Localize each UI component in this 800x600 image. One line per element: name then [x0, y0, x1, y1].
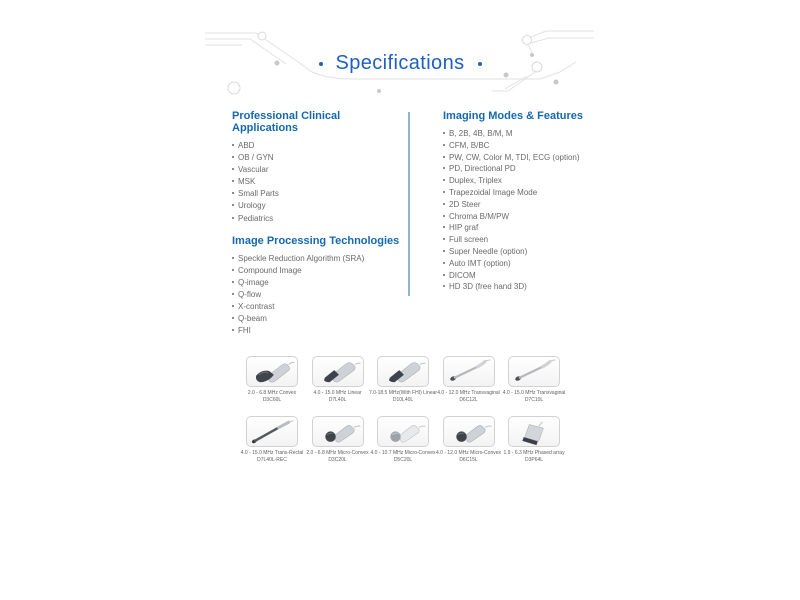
probe-frequency: 4.0 - 12.0 MHz Transvaginal: [437, 390, 500, 396]
probe-card: [504, 356, 564, 403]
list-item: Q-image: [232, 277, 400, 289]
probe-label: [370, 450, 435, 463]
probe-model: D3C60L: [262, 396, 282, 403]
probe-model: D7L40L: [328, 396, 347, 403]
list-item: Pediatrics: [232, 213, 400, 225]
list-item: Q-flow: [232, 289, 400, 301]
list-item: 2D Steer: [443, 199, 648, 211]
clinical-applications-list: [232, 140, 400, 225]
probe-frequency: 7.0-18.5 MHz(With FHI) Linear: [368, 390, 438, 396]
probe-label: [436, 450, 501, 463]
imaging-modes-list: [443, 128, 648, 293]
probe-model: D10L40L: [392, 396, 414, 403]
list-item: Trapezoidal Image Mode: [443, 187, 648, 199]
list-item: Chroma B/M/PW: [443, 211, 648, 223]
image-processing-heading: Image Processing Technologies: [232, 234, 400, 247]
list-item: HIP graf: [443, 222, 648, 234]
probe-frequency: 2.0 - 6.8 MHz Micro-Convex: [306, 450, 369, 456]
probe-grid-row-2: [242, 416, 564, 463]
probe-frequency: 2.0 - 6.8 MHz Convex: [247, 390, 297, 396]
probe-frequency: 4.0 - 12.0 MHz Micro-Convex: [435, 450, 502, 456]
list-item: ABD: [232, 140, 400, 152]
page-title-row: [0, 52, 800, 75]
probe-frequency: 4.0 - 15.0 MHz Trans-Rectal: [240, 450, 304, 456]
imaging-modes-section: [443, 110, 648, 293]
list-item: MSK: [232, 176, 400, 188]
title-right-dot-icon: [478, 62, 482, 66]
probe-label: [437, 390, 500, 403]
convex-probe-icon: [247, 357, 297, 386]
probe-model: D3C20L: [328, 456, 347, 463]
probe-frequency: 4.0 - 15.0 MHz Linear: [313, 390, 362, 396]
transvaginal-probe-icon: [444, 357, 494, 386]
probe-thumbnail: [508, 356, 560, 387]
transvaginal-probe-icon: [509, 357, 559, 386]
probe-card: [370, 416, 436, 463]
probe-thumbnail: [377, 356, 429, 387]
list-item: CFM, B/BC: [443, 140, 648, 152]
list-item: DICOM: [443, 270, 648, 282]
trans-rectal-probe-icon: [247, 417, 297, 446]
column-divider: [408, 112, 410, 296]
probe-thumbnail: [312, 356, 364, 387]
list-item: Vascular: [232, 164, 400, 176]
probe-label: [369, 390, 437, 403]
probe-model: D3P64L: [524, 456, 544, 463]
probe-model: D7C10L: [524, 396, 544, 403]
micro-convex-probe-icon: [313, 417, 363, 446]
probe-label: [306, 450, 368, 463]
probe-label: [503, 390, 566, 403]
probe-model: D7L40L-REC: [257, 456, 287, 463]
probe-thumbnail: [443, 356, 495, 387]
right-spec-column: [443, 110, 648, 293]
clinical-applications-heading: Professional Clinical Applications: [232, 110, 341, 134]
list-item: Urology: [232, 200, 400, 212]
page-title: Specifications: [335, 52, 465, 74]
probe-label: [503, 450, 564, 463]
list-item: B, 2B, 4B, B/M, M: [443, 128, 648, 140]
probe-card: [504, 416, 564, 463]
list-item: PW, CW, Color M, TDI, ECG (option): [443, 152, 648, 164]
list-item: OB / GYN: [232, 152, 400, 164]
list-item: Full screen: [443, 234, 648, 246]
list-item: PD, Directional PD: [443, 163, 648, 175]
list-item: Compound Image: [232, 265, 400, 277]
probe-frequency: 1.9 - 6.3 MHz Phased array: [503, 450, 565, 456]
probe-label: [313, 390, 361, 403]
probe-grid-row-1: [242, 356, 564, 403]
probe-model: D6C15L: [459, 456, 478, 463]
list-item: Super Needle (option): [443, 246, 648, 258]
probe-card: [308, 416, 368, 463]
list-item: Small Parts: [232, 188, 400, 200]
probe-model: D5C20L: [393, 456, 413, 463]
probe-card: [242, 356, 302, 403]
probe-label: [241, 450, 304, 463]
linear-probe-icon: [313, 357, 363, 386]
list-item: Duplex, Triplex: [443, 175, 648, 187]
title-left-dot-icon: [319, 62, 323, 66]
probe-label: [248, 390, 296, 403]
list-item: Speckle Reduction Algorithm (SRA): [232, 253, 400, 265]
left-spec-column: [232, 110, 400, 337]
probe-frequency: 4.0 - 10.7 MHz Micro-Convex: [370, 450, 436, 456]
probe-card: [242, 416, 302, 463]
list-item: FHI: [232, 325, 400, 337]
probe-frequency: 4.0 - 15.0 MHz Transvaginal: [502, 390, 566, 396]
image-processing-list: [232, 253, 400, 338]
micro-convex-probe-icon: [378, 417, 428, 446]
list-item: Q-beam: [232, 313, 400, 325]
probe-thumbnail: [246, 416, 298, 447]
probe-card: [368, 356, 438, 403]
list-item: X-contrast: [232, 301, 400, 313]
probe-card: [435, 416, 502, 463]
clinical-applications-section: [232, 110, 400, 225]
probe-model: D6C12L: [459, 396, 478, 403]
list-item: Auto IMT (option): [443, 258, 648, 270]
probe-thumbnail: [508, 416, 560, 447]
probe-thumbnail: [377, 416, 429, 447]
probe-thumbnail: [246, 356, 298, 387]
linear-fhi-probe-icon: [378, 357, 428, 386]
phased-array-probe-icon: [509, 417, 559, 446]
probe-card: [308, 356, 368, 403]
probe-thumbnail: [443, 416, 495, 447]
probe-card: [439, 356, 499, 403]
list-item: HD 3D (free hand 3D): [443, 281, 648, 293]
probe-thumbnail: [312, 416, 364, 447]
imaging-modes-heading: Imaging Modes & Features: [443, 110, 583, 122]
image-processing-section: [232, 235, 400, 338]
micro-convex-probe-icon: [444, 417, 494, 446]
